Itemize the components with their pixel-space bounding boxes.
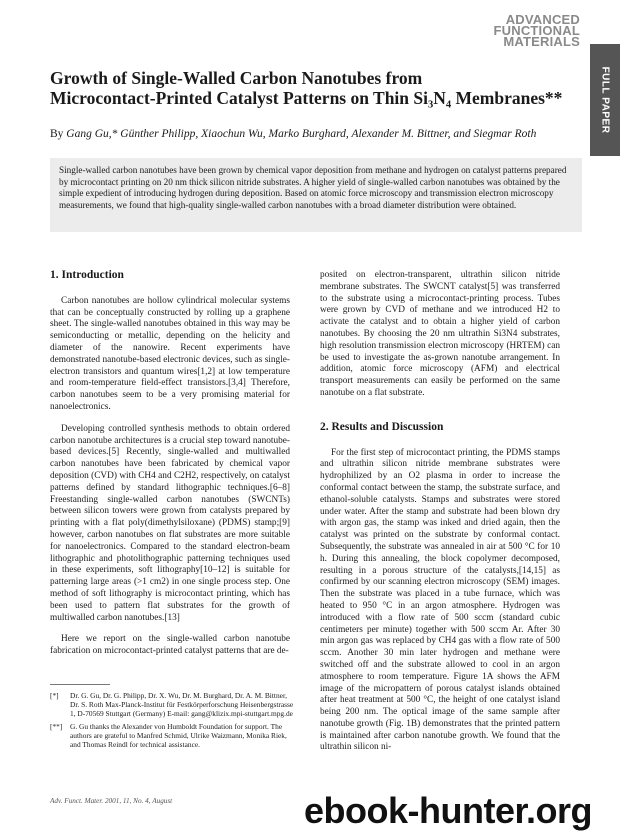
masthead-line-1: ADVANCED bbox=[505, 12, 580, 27]
footnote-text: G. Gu thanks the Alexander von Humboldt Foundation for support. The authors are grateful to Manfred Schmid, Ulrike Waizmann, Monika Riek, and Thomas Reindl for technical assistance. bbox=[70, 721, 287, 750]
author-last: and Siegmar Roth bbox=[450, 128, 537, 140]
title-line-1: Growth of Single-Walled Carbon Nanotubes from bbox=[50, 68, 423, 88]
author-list bbox=[50, 128, 580, 140]
masthead-line-2: FUNCTIONAL bbox=[493, 23, 580, 38]
author-names: Gang Gu,* Günther Philipp, Xiaochun Wu, Marko Burghard, Alexander M. Bittner, bbox=[66, 128, 451, 140]
footnote-text: Dr. G. Gu, Dr. G. Philipp, Dr. X. Wu, Dr. M. Burghard, Dr. A. M. Bittner, Dr. S. Roth Max-Planck-Institut für Festkörperforschung Heisenbergstrasse 1, D-70569 Stuttgart (Germany) E-mail: gang@klizix.mpi-stuttgart.mpg.de bbox=[70, 691, 294, 719]
watermark: ebook-hunter.org bbox=[304, 790, 592, 831]
article-title bbox=[50, 68, 570, 108]
page-footer: Adv. Funct. Mater. 2001, 11, No. 4, August bbox=[50, 797, 173, 805]
footnote-rule bbox=[50, 684, 110, 685]
author-prefix: By bbox=[50, 128, 67, 140]
column-left bbox=[50, 270, 290, 658]
section-heading-introduction: 1. Introduction bbox=[50, 269, 124, 281]
column-right bbox=[320, 270, 560, 754]
abstract-box: Single-walled carbon nanotubes have been grown by chemical vapor deposition from methane and hydrogen on catalyst patterns prepared by microcontact printing on 20 nm thick silicon nitride substrates. A higher yield of single-walled carbon nanotubes was obtained by the simple expedient of introducing hydrogen during deposition. Based on atomic force microscopy and transmission electron microscopy measurements, we found that high-quality single-walled carbon nanotubes with a broad diameter distribution were obtained. bbox=[50, 158, 582, 232]
footnote-mark: [**] bbox=[50, 721, 63, 731]
intro-paragraph-2: Developing controlled synthesis methods to obtain ordered carbon nanotube architectures is a crucial step toward nanotube-based devices.[5] Recently, single-walled and multiwalled carbon nanotubes have been fabricated by chemical vapor deposition (CVD) with CH4 and C2H2, respectively, on catalyst patterns defined by standard lithographic techniques.[6–8] Freestanding single-walled carbon nanotubes (SWCNTs) between silicon towers were grown from catalysts prepared by printing with a flat poly(dimethylsiloxane) (PDMS) stamp;[9] however, carbon nanotubes on flat substrates are more suitable for nanoelectronics. Compared to the standard electron-beam lithographic and photolithographic patterning techniques used in these experiments, soft lithography[10–12] is suitable for patterning large areas (>1 cm2) in one single process step. One method of soft lithography is microcontact printing, which has been used to pattern flat substrates for the growth of multiwalled carbon nanotubes.[13] bbox=[50, 423, 290, 623]
title-line-2: Microcontact-Printed Catalyst Patterns on Thin Si₃N₄ Membranes** bbox=[50, 88, 563, 108]
full-paper-tab bbox=[590, 44, 620, 156]
intro-paragraph-1: Carbon nanotubes are hollow cylindrical molecular systems that can be conceptually constructed by rolling up a graphene sheet. The single-walled nanotubes obtained in this way may be semiconducting or metallic, depending on the helicity and diameter of the nanowire. Recent experiments have demonstrated nanotube-based electronic devices, such as single-electron transistors and quantum wires[1,2] at low temperature and room-temperature field-effect transistors.[3,4] Therefore, carbon nanotubes seem to be a very promising material for nanoelectronics. bbox=[50, 295, 290, 412]
results-paragraph-1: For the first step of microcontact printing, the PDMS stamps and ultrathin silicon nitride membrane substrates were hydrophilized by an O2 plasma in order to increase the conformal contact between the stamp, the substrate surface, and ethanol-soluble catalysts. Stamps and substrates were stored under water. After the stamp and substrate had been blown dry with argon gas, the stamp was inked and dried again, then the catalyst was printed on the substrate by conformal contact. Subsequently, the substrate was annealed in air at 500 °C for 10 h. During this annealing, the block copolymer decomposed, resulting in a porous structure of the catalysts,[14,15] as confirmed by our scanning electron microscopy (SEM) images. Then the substrate was placed in a tube furnace, which was heated to 950 °C in an argon atmosphere. Hydrogen was introduced with a flow rate of 500 sccm (standard cubic centimeters per minute) together with 500 sccm Ar. After 30 min argon gas was replaced by CH4 gas with a flow rate of 500 sccm. Another 30 min later hydrogen and methane were switched off and the substrate allowed to cool in an argon atmosphere to room temperature. Figure 1A shows the AFM image of the micropattern of porous catalyst islands obtained after heat treatment at 500 °C, the height of one catalyst island being 200 nm. The optical image of the same sample after nanotube growth (Fig. 1B) demonstrates that the printed pattern is maintained after carbon nanotube growth. We found that the ultrathin silicon ni- bbox=[320, 447, 560, 753]
intro-paragraph-3: Here we report on the single-walled carbon nanotube fabrication on microcontact-printed catalyst patterns that are de- bbox=[50, 634, 290, 657]
footnote-acknowledgement bbox=[50, 722, 295, 750]
footnotes bbox=[50, 684, 295, 752]
footnote-mark: [*] bbox=[50, 691, 59, 700]
section-heading-results: 2. Results and Discussion bbox=[320, 420, 444, 433]
col2-paragraph-1: posited on electron-transparent, ultrathin silicon nitride membrane substrates. The SWCNT catalyst[5] was transferred to the substrate using a microcontact-printing process. Tubes were grown by CVD of methane and we introduced H2 to activate the catalyst and to obtain a higher yield of carbon nanotubes. By choosing the 20 nm ultrathin Si3N4 substrates, high resolution transmission electron microscopy (HRTEM) can be used to investigate the as-grown nanotube arrangement. In addition, atomic force microscopy (AFM) and electrical transport measurements can easily be performed on the same nanotube on a flat substrate. bbox=[320, 270, 560, 398]
footnote-affiliation bbox=[50, 691, 295, 719]
journal-masthead bbox=[494, 14, 581, 47]
full-paper-tab-label: FULL PAPER bbox=[599, 66, 611, 134]
masthead-line-3: MATERIALS bbox=[503, 34, 580, 49]
